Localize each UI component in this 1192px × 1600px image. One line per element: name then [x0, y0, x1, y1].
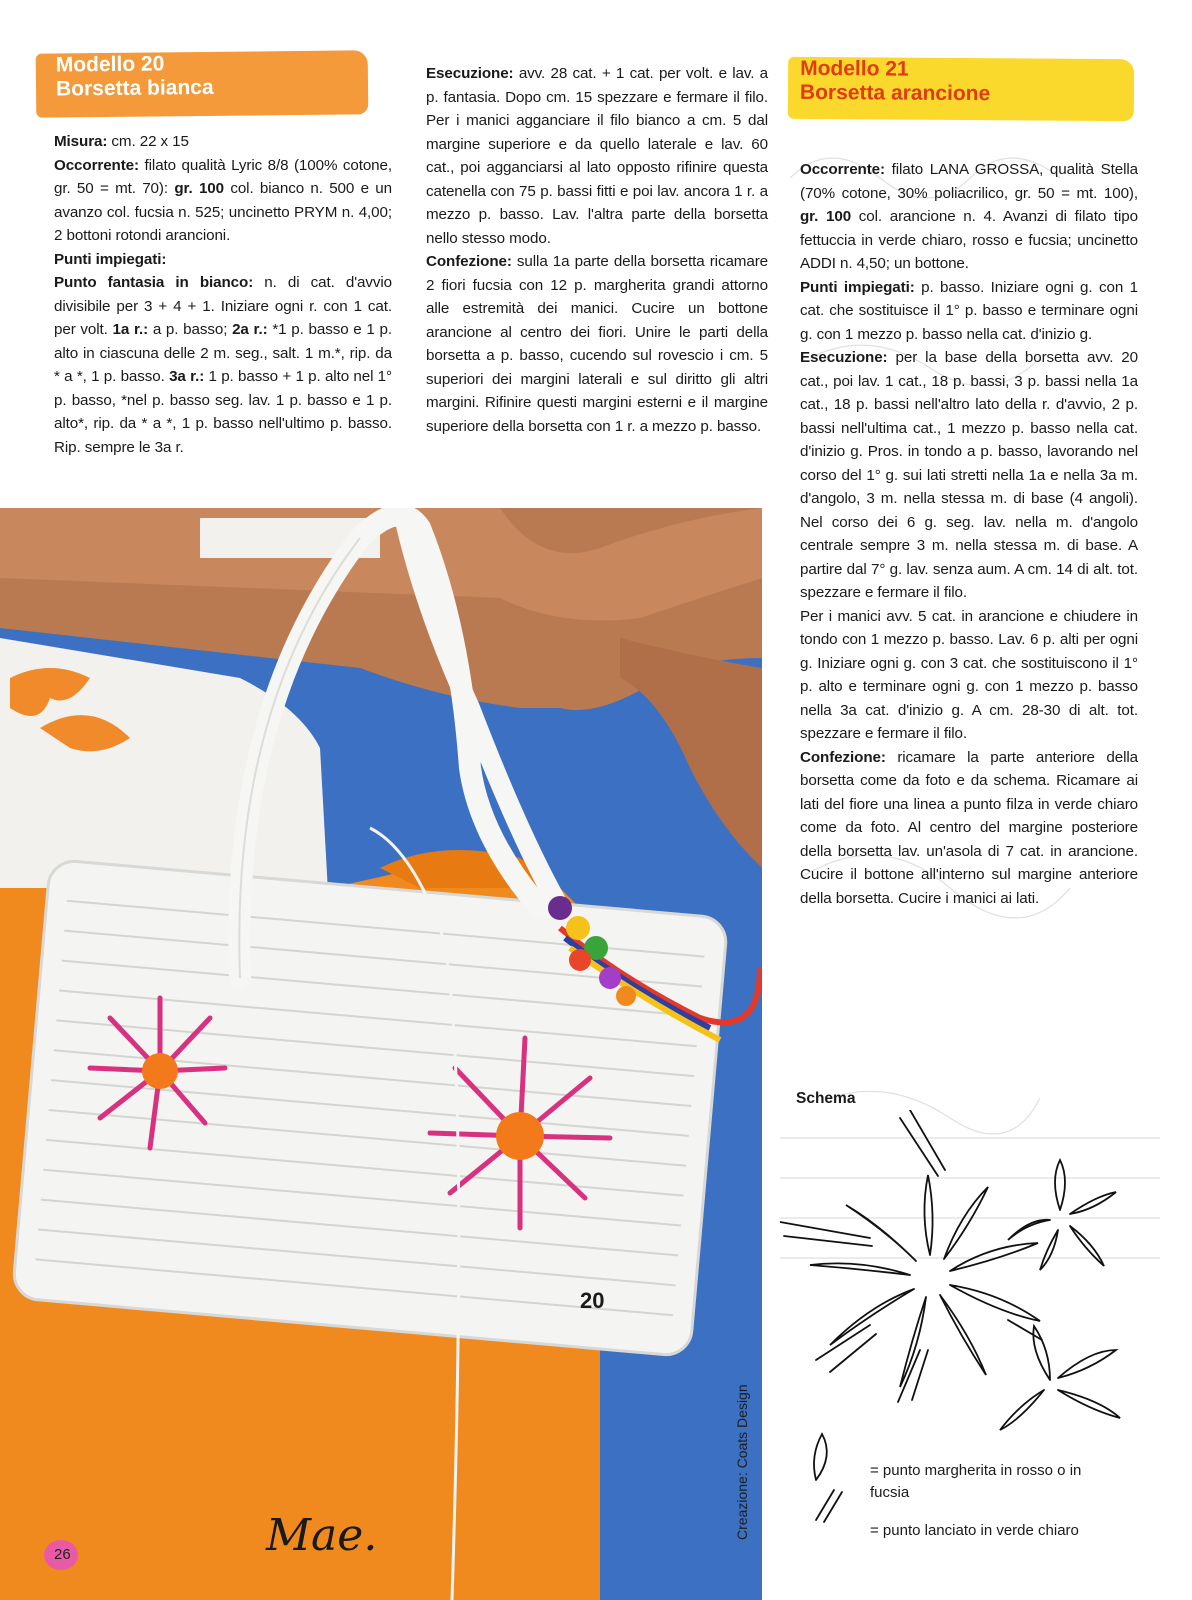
materials-weight: gr. 100 — [800, 208, 852, 225]
execution-label: Esecuzione: — [426, 65, 514, 82]
finishing-label: Confezione: — [800, 748, 886, 766]
model-20-instructions-part2 — [426, 62, 768, 438]
finishing-text: ricamare la parte anteriore della borsetta come da foto e da schema. Ricamare ai lati del fiore una linea a punto filza in verde chiaro come da foto. Al centro del margine posteriore della borsetta lav. un'asola di 7 cat. in arancione. Cucire il bottone all'interno sul margine anteriore della borsetta. Cucire i manici ai lati. — [800, 748, 1138, 907]
designer-signature: Mae. — [266, 1510, 378, 1561]
handles-paragraph: Per i manici avv. 5 cat. in arancione e chiudere in tondo con 1 mezzo p. basso. Lav. 6 p. alti per ogni g. Iniziare ogni g. con 3 cat. che sostituiscono il 1° p. alto e terminare ogni g. con 1 mezzo p. basso nella 3a cat. d'inizio g. A cm. 28-30 di alt. tot. spezzare e fermare il filo. — [800, 607, 1138, 742]
materials-paragraph — [800, 158, 1138, 276]
row-1-label: 1a r.: — [112, 321, 149, 338]
finishing-paragraph — [426, 250, 768, 438]
stitches-heading — [54, 248, 392, 272]
pattern-stitch-label: Punto fantasia in bianco: — [54, 274, 254, 291]
materials-label: Occorrente: — [54, 156, 139, 174]
model-20-instructions-part1 — [54, 130, 392, 459]
bag-illustration — [0, 508, 762, 1600]
row-1-text: a p. basso; — [148, 321, 233, 338]
materials-label: Occorrente: — [800, 161, 885, 178]
design-credit: Creazione: Coats Design — [734, 1384, 750, 1540]
materials-text-rest: col. arancione n. 4. Avanzi di filato tipo fettuccia in verde chiaro, rosso e fucsia; uncinetto ADDI n. 4,50; un bottone. — [800, 208, 1138, 272]
row-2-text: *1 p. basso e 1 p. alto in ciascuna delle 2 m. seg., salt. 1 m.*, rip. da * a *, 1 p. basso. — [54, 321, 392, 385]
small-flower-2 — [1000, 1326, 1120, 1430]
pattern-stitch-paragraph — [54, 271, 392, 459]
finishing-paragraph — [800, 746, 1138, 911]
materials-weight: gr. 100 — [174, 180, 224, 197]
page-number-badge — [44, 1540, 78, 1570]
materials-text-rest: col. bianco n. 500 e un avanzo col. fucsia n. 525; uncinetto PRYM n. 4,00; 2 bottoni rotondi arancioni. — [54, 180, 392, 244]
finishing-label: Confezione: — [426, 253, 512, 270]
model-20-title-banner — [36, 50, 369, 117]
model-20-number: Modello 20 — [55, 52, 165, 77]
page-number: 26 — [54, 1546, 71, 1563]
row-2-label: 2a r.: — [232, 321, 268, 338]
execution-label: Esecuzione: — [800, 349, 888, 366]
execution-text: avv. 28 cat. + 1 cat. per volt. e lav. a p. fantasia. Dopo cm. 15 spezzare e fermare il filo. Per i manici agganciare il filo bianco a cm. 5 dal margine superiore e da quello laterale e lav. 60 cat., poi agganciarsi al lato opposto rifinire questa catenella con 75 p. bassi fitti e poi lav. ancora 1 r. a mezzo p. basso. Lav. l'altra parte della borsetta nello stesso modo. — [426, 65, 768, 247]
legend-straight-stitch-icon — [816, 1490, 842, 1522]
pattern-stitch-text: n. di cat. d'avvio divisibile per 3 + 4 + 1. Iniziare ogni r. con 1 cat. per volt. — [54, 274, 393, 338]
materials-text: filato qualità Lyric 8/8 (100% cotone, gr. 50 = mt. 70): — [54, 156, 392, 197]
stitches-paragraph — [800, 276, 1138, 347]
size-label: Misura: — [54, 133, 108, 150]
center-flower — [810, 1175, 1040, 1387]
model-20-name: Borsetta bianca — [55, 75, 214, 101]
stitches-text: p. basso. Iniziare ogni g. con 1 cat. che sostituisce il 1° p. basso e terminare ogni g. con 1 mezzo p. basso nella cat. d'inizio g. — [800, 278, 1138, 343]
model-21-title-banner — [788, 57, 1134, 121]
stitches-label: Punti impiegati: — [800, 278, 915, 296]
legend-lazy-daisy: = punto margherita in rosso o in fucsia — [870, 1462, 1082, 1501]
legend-straight-stitch: = punto lanciato in verde chiaro — [870, 1522, 1079, 1539]
model-21-name: Borsetta arancione — [799, 80, 991, 106]
row-3-label: 3a r.: — [169, 368, 205, 385]
size-paragraph — [54, 130, 392, 154]
schema-title: Schema — [796, 1090, 856, 1107]
model-21-number: Modello 21 — [800, 56, 909, 81]
stitches-label: Punti impiegati: — [54, 250, 167, 268]
model-21-instructions — [800, 158, 1138, 910]
small-flower — [1008, 1160, 1116, 1270]
legend-daisy-icon — [814, 1434, 827, 1480]
materials-paragraph — [54, 154, 392, 248]
materials-text: filato LANA GROSSA, qualità Stella (70% cotone, 30% poliacrilico, gr. 50 = mt. 100), — [800, 161, 1138, 202]
bag-photo — [0, 508, 762, 1600]
execution-paragraph — [800, 346, 1138, 605]
execution-text: per la base della borsetta avv. 20 cat., poi lav. 1 cat., 18 p. bassi, 3 p. bassi nella 1a cat., 18 p. bassi nell'altro lato della r. d'avvio, 2 p. bassi nell'ultima cat., 1 mezzo p. basso nella cat. d'inizio g. Pros. in tondo a p. basso, lavorando nel corso del 1° g. sui lati stretti nella 1a e nella 3a m. d'angolo, 3 m. nella stessa m. di base (4 angoli). Nel corso dei 6 g. seg. lav. nella m. d'angolo centrale sempre 3 m. nella stessa m. di base. A partire dal 7° g. lav. senza aum. A cm. 14 di alt. tot. spezzare e fermare il filo. — [800, 349, 1138, 601]
photo-model-number: 20 — [580, 1288, 605, 1313]
finishing-text: sulla 1a parte della borsetta ricamare 2 fiori fucsia con 12 p. margherita grandi attorno alle estremità dei manici. Cucire un bottone arancione al centro dei fiori. Unire le parti della borsetta a p. basso, cucendo sul rovescio i cm. 5 superiori dei margini laterali e sul diritto gli altri margini. Rifinire questi margini esterni e il margine superiore della borsetta con 1 r. a mezzo p. basso. — [426, 253, 768, 435]
row-3-text: 1 p. basso + 1 p. alto nel 1° p. basso, *nel p. basso seg. lav. 1 p. basso e 1 p. alto*, rip. da * a *, 1 p. basso nell'ultimo p. basso. Rip. sempre le 3a r. — [54, 368, 393, 456]
execution-paragraph — [426, 62, 768, 250]
size-text: cm. 22 x 15 — [107, 133, 189, 150]
